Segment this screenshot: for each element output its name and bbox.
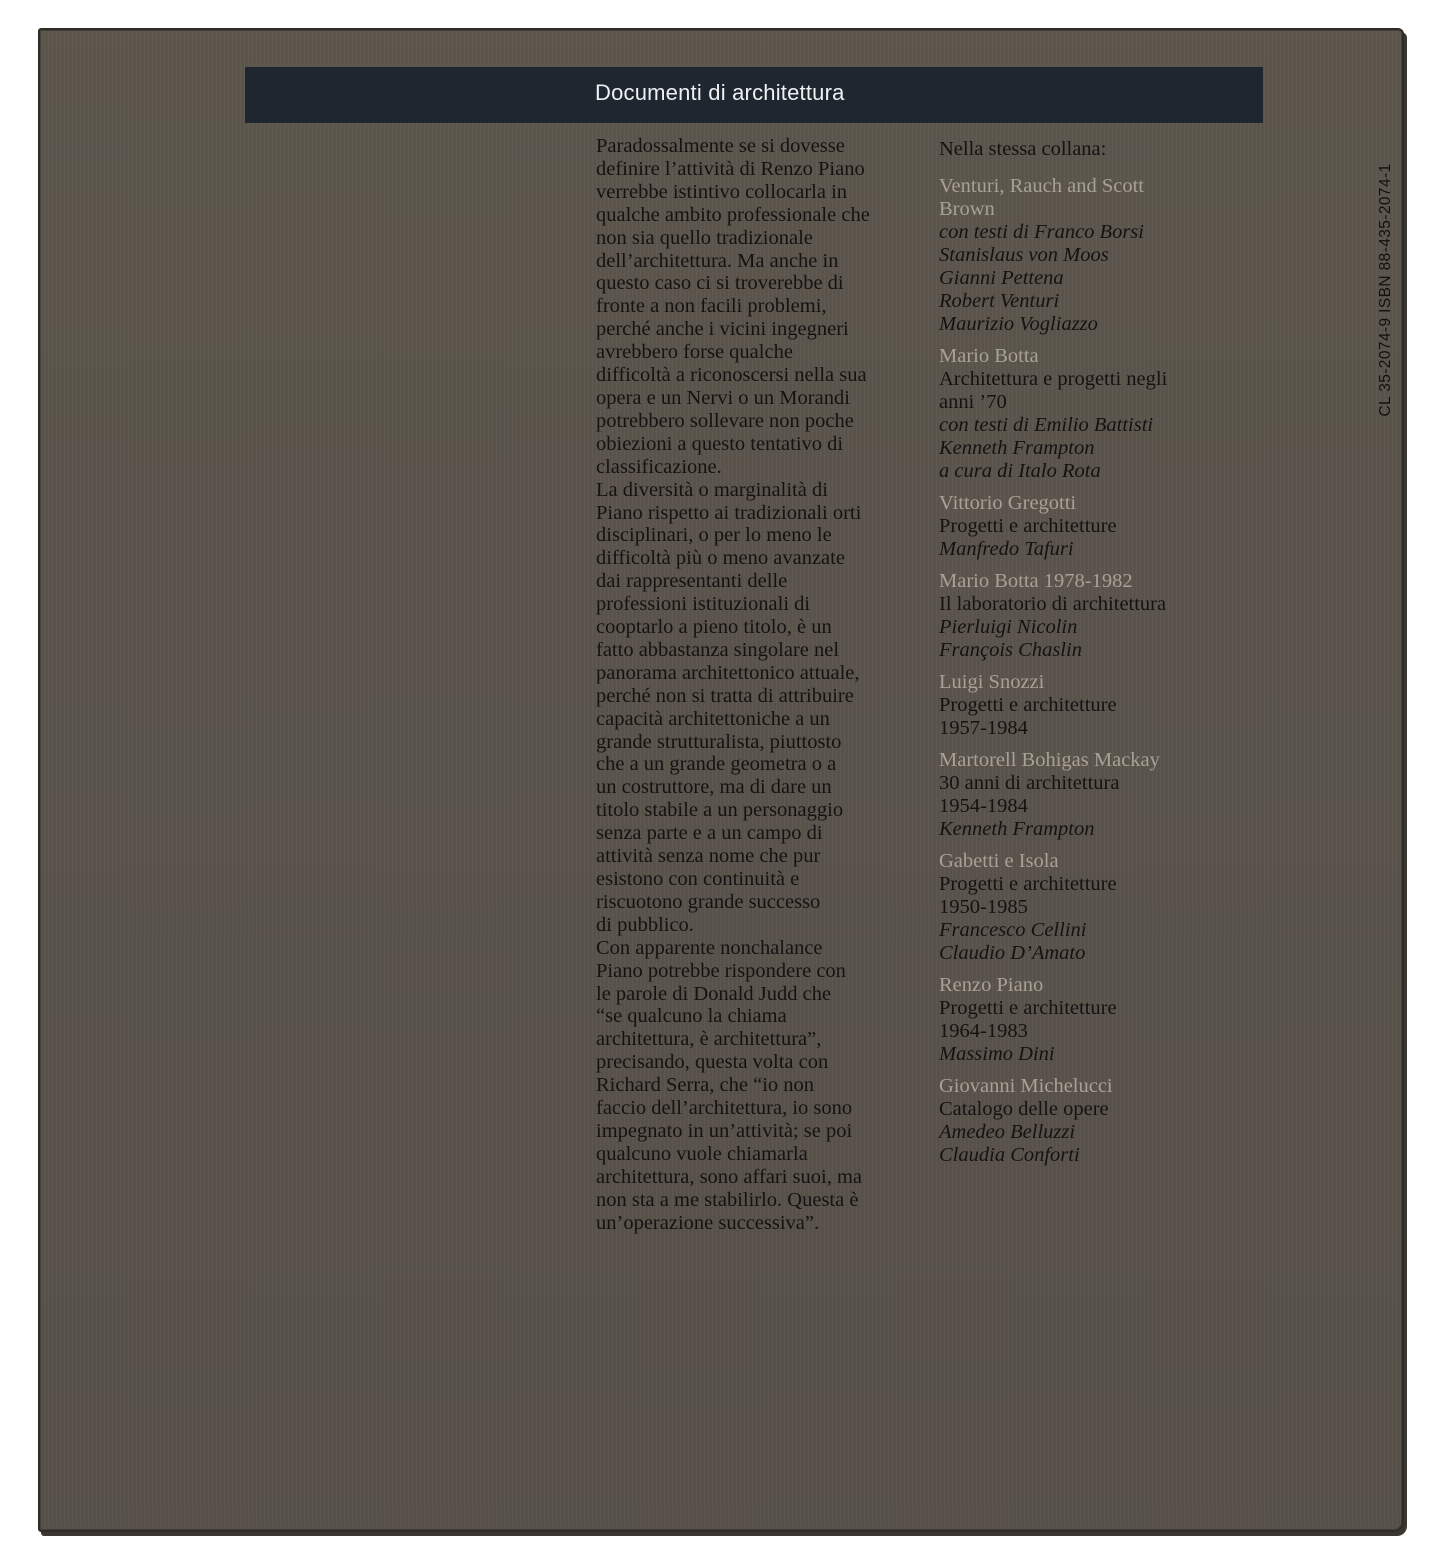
blurb-line: obiezioni a questo tentativo di	[596, 432, 844, 455]
book-author: Gabetti e Isola	[939, 850, 1059, 872]
book-credit: Maurizio Vogliazzo	[939, 313, 1098, 335]
blurb-line: qualcuno vuole chiamarla	[596, 1142, 808, 1165]
blurb-line: le parole di Donald Judd che	[596, 982, 832, 1005]
blurb-line: Piano rispetto ai tradizionali orti	[596, 501, 862, 524]
isbn-block	[1363, 140, 1409, 440]
book-entry	[939, 850, 1269, 965]
book-title: Progetti e architetture	[939, 694, 1117, 716]
book-credit: con testi di Franco Borsi	[939, 221, 1144, 243]
blurb-line: un’operazione successiva”.	[596, 1211, 820, 1234]
book-credit: Kenneth Frampton	[939, 818, 1095, 840]
blurb-line: capacità architettoniche a un	[596, 707, 830, 730]
blurb-line: Paradossalmente se si dovesse	[596, 135, 845, 157]
book-entry	[939, 749, 1269, 841]
series-banner	[245, 67, 1263, 123]
blurb-line: esistono con continuità e	[596, 868, 800, 890]
blurb-line: potrebbero sollevare non poche	[596, 409, 854, 432]
blurb-line: qualche ambito professionale che	[596, 203, 870, 226]
book-entry	[939, 671, 1269, 740]
blurb-line: faccio dell’architettura, io sono	[596, 1097, 853, 1120]
book-title: 1954-1984	[939, 795, 1028, 817]
blurb-line: avrebbero forse qualche	[596, 341, 793, 364]
book-author: Brown	[939, 198, 995, 220]
blurb-line: architettura, è architettura”,	[596, 1028, 822, 1051]
blurb-line: architettura, sono affari suoi, ma	[596, 1165, 863, 1188]
book-credit: Amedeo Belluzzi	[939, 1121, 1076, 1143]
blurb-line: grande strutturalista, piuttosto	[596, 730, 842, 753]
blurb-line: precisando, questa volta con	[596, 1051, 829, 1074]
book-title: 1950-1985	[939, 896, 1028, 918]
book-author: Mario Botta	[939, 345, 1039, 367]
book-entry	[939, 492, 1269, 561]
blurb-line: opera e un Nervi o un Morandi	[596, 386, 850, 409]
series-list	[939, 138, 1269, 1176]
book-credit: Gianni Pettena	[939, 267, 1064, 289]
blurb-line: definire l’attività di Renzo Piano	[596, 157, 865, 180]
blurb-line: titolo stabile a un personaggio	[596, 799, 844, 822]
book-title: anni ’70	[939, 391, 1007, 413]
book-credit: Claudio D’Amato	[939, 942, 1086, 964]
book-title: Progetti e architetture	[939, 515, 1117, 537]
book-credit: Massimo Dini	[939, 1043, 1055, 1065]
book-credit: Manfredo Tafuri	[939, 538, 1074, 560]
blurb-line: “se qualcuno la chiama	[596, 1005, 787, 1028]
book-title: Progetti e architetture	[939, 997, 1117, 1019]
book-credit: Stanislaus von Moos	[939, 244, 1109, 266]
book-entry	[939, 974, 1269, 1066]
blurb-line: fatto abbastanza singolare nel	[596, 638, 840, 661]
book-credit: Claudia Conforti	[939, 1144, 1080, 1166]
blurb-line: questo caso ci si troverebbe di	[596, 272, 844, 295]
blurb-line: un costruttore, ma di dare un	[596, 776, 832, 799]
blurb-line: professioni istituzionali di	[596, 593, 811, 616]
book-author: Renzo Piano	[939, 974, 1044, 996]
book-entry	[939, 175, 1269, 336]
book-entry	[939, 345, 1269, 483]
book-credit: Kenneth Frampton	[939, 437, 1095, 459]
blurb-line: fronte a non facili problemi,	[596, 295, 827, 318]
book-credit: François Chaslin	[939, 639, 1082, 661]
blurb-line: classificazione.	[596, 455, 722, 478]
blurb-line: Piano potrebbe rispondere con	[596, 959, 846, 982]
book-credit: con testi di Emilio Battisti	[939, 414, 1154, 436]
book-author: Venturi, Rauch and Scott	[939, 175, 1144, 197]
book-title: Catalogo delle opere	[939, 1098, 1109, 1120]
blurb-line: dai rappresentanti delle	[596, 570, 788, 593]
blurb-line: riscuotono grande successo	[596, 890, 821, 913]
book-author: Luigi Snozzi	[939, 671, 1045, 693]
book-author: Mario Botta 1978-1982	[939, 570, 1133, 592]
blurb-line: che a un grande geometra o a	[596, 753, 837, 776]
book-title: 1957-1984	[939, 717, 1028, 739]
book-author: Giovanni Michelucci	[939, 1075, 1113, 1097]
blurb-line: dell’architettura. Ma anche in	[596, 249, 839, 272]
back-cover	[38, 28, 1404, 1532]
series-list-heading: Nella stessa collana:	[939, 138, 1107, 160]
blurb-line: disciplinari, o per lo meno le	[596, 524, 832, 547]
blurb-line: verrebbe istintivo collocarla in	[596, 180, 848, 203]
series-title: Documenti di architettura	[595, 80, 845, 105]
blurb-line: perché non si tratta di attribuire	[596, 684, 854, 707]
blurb-line: panorama architettonico attuale,	[596, 661, 860, 684]
book-author: Vittorio Gregotti	[939, 492, 1077, 514]
book-entry	[939, 1075, 1269, 1167]
blurb-line: cooptarlo a pieno titolo, è un	[596, 616, 832, 639]
isbn-code: CL 35-2074-9 ISBN 88-435-2074-1	[1377, 163, 1394, 417]
blurb-text	[596, 135, 926, 1235]
book-author: Martorell Bohigas Mackay	[939, 749, 1160, 771]
blurb-line: Richard Serra, che “io non	[596, 1074, 815, 1097]
book-credit: Francesco Cellini	[939, 919, 1087, 941]
blurb-line: difficoltà a riconoscersi nella sua	[596, 364, 867, 387]
blurb-line: non sia quello tradizionale	[596, 226, 813, 249]
book-credit: Robert Venturi	[939, 290, 1060, 312]
blurb-line: La diversità o marginalità di	[596, 478, 828, 501]
book-entry	[939, 570, 1269, 662]
book-title: 1964-1983	[939, 1020, 1028, 1042]
blurb-line: non sta a me stabilirlo. Questa è	[596, 1188, 859, 1211]
blurb-line: impegnato in un’attività; se poi	[596, 1119, 853, 1142]
book-list	[939, 175, 1269, 1167]
book-title: Architettura e progetti negli	[939, 368, 1168, 390]
book-credit: a cura di Italo Rota	[939, 460, 1101, 482]
book-title: 30 anni di architettura	[939, 772, 1120, 794]
blurb-line: Con apparente nonchalance	[596, 936, 823, 959]
blurb-line: perché anche i vicini ingegneri	[596, 318, 849, 341]
blurb-line: senza parte e a un campo di	[596, 822, 823, 845]
blurb-line: di pubblico.	[596, 913, 694, 936]
book-title: Progetti e architetture	[939, 873, 1117, 895]
book-title: Il laboratorio di architettura	[939, 593, 1167, 615]
blurb-line: difficoltà più o meno avanzate	[596, 547, 845, 570]
blurb-line: attività senza nome che pur	[596, 845, 821, 868]
book-credit: Pierluigi Nicolin	[939, 616, 1078, 638]
